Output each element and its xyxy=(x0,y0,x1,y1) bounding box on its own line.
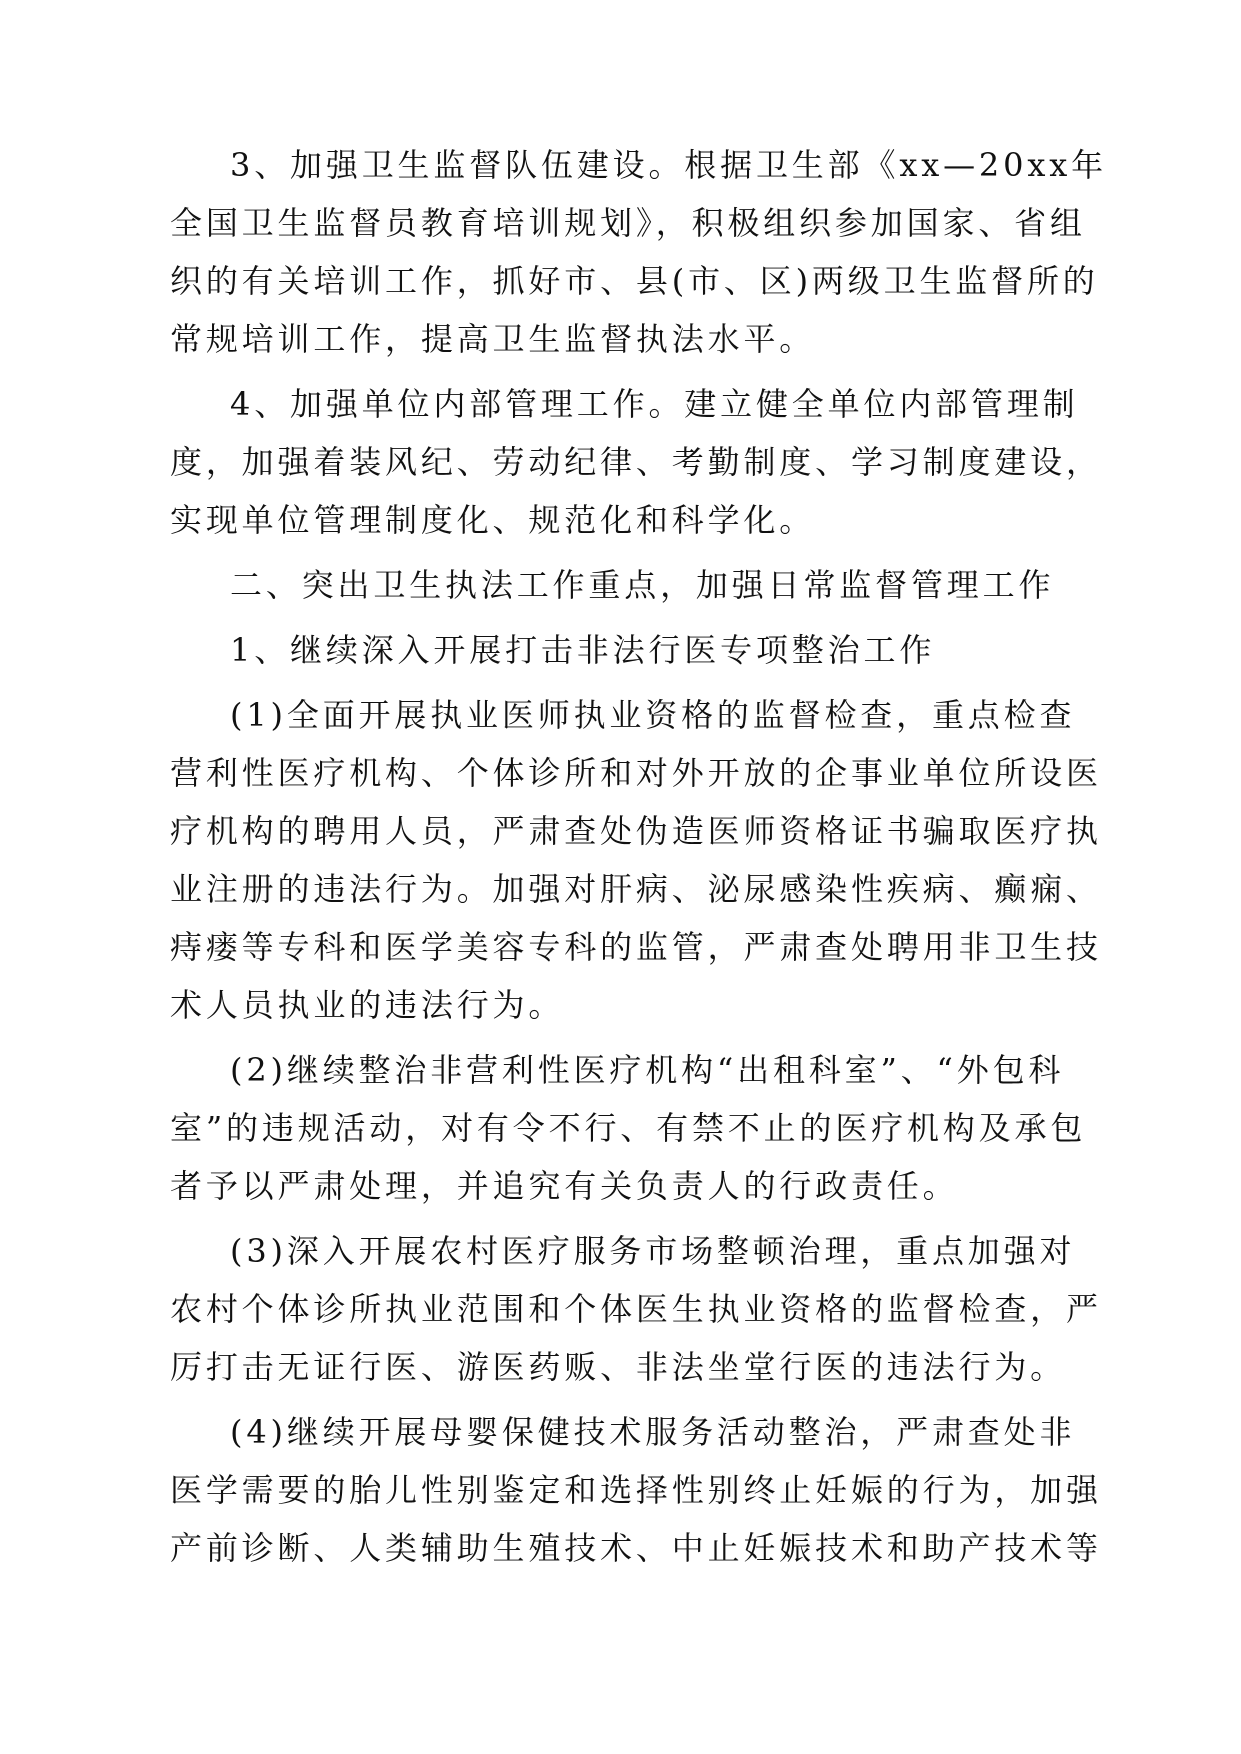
text-line: 室”的违规活动，对有令不行、有禁不止的医疗机构及承包 xyxy=(170,1109,1087,1147)
text-line: 痔瘘等专科和医学美容专科的监管，严肃查处聘用非卫生技 xyxy=(170,928,1102,966)
text-line: (1)全面开展执业医师执业资格的监督检查，重点检查 xyxy=(230,696,1076,734)
text-line: (2)继续整治非营利性医疗机构“出租科室”、“外包科 xyxy=(230,1051,1065,1089)
text-line: 厉打击无证行医、游医药贩、非法坐堂行医的违法行为。 xyxy=(170,1348,1067,1386)
text-line: 实现单位管理制度化、规范化和科学化。 xyxy=(170,501,816,539)
text-line: 常规培训工作，提高卫生监督执法水平。 xyxy=(170,320,816,358)
text-line: 业注册的违法行为。加强对肝病、泌尿感染性疾病、癫痫、 xyxy=(170,870,1102,908)
text-line: 度，加强着装风纪、劳动纪律、考勤制度、学习制度建设， xyxy=(170,443,1102,481)
text-line: 织的有关培训工作，抓好市、县(市、区)两级卫生监督所的 xyxy=(170,262,1099,300)
text-line: (4)继续开展母婴保健技术服务活动整治，严肃查处非 xyxy=(230,1413,1076,1451)
text-line: 疗机构的聘用人员，严肃查处伪造医师资格证书骗取医疗执 xyxy=(170,812,1102,850)
text-line: 医学需要的胎儿性别鉴定和选择性别终止妊娠的行为，加强 xyxy=(170,1471,1102,1509)
subsection-heading: 1、继续深入开展打击非法行医专项整治工作 xyxy=(230,631,936,669)
text-line: 全国卫生监督员教育培训规划》，积极组织参加国家、省组 xyxy=(170,204,1086,242)
text-line: 农村个体诊所执业范围和个体医生执业资格的监督检查，严 xyxy=(170,1290,1102,1328)
text-line: 营利性医疗机构、个体诊所和对外开放的企事业单位所设医 xyxy=(170,754,1102,792)
section-heading: 二、突出卫生执法工作重点，加强日常监督管理工作 xyxy=(230,566,1055,604)
text-line: (3)深入开展农村医疗服务市场整顿治理，重点加强对 xyxy=(230,1232,1076,1270)
text-line: 3、加强卫生监督队伍建设。根据卫生部《xx—20xx年 xyxy=(230,146,1107,184)
text-line: 4、加强单位内部管理工作。建立健全单位内部管理制 xyxy=(230,385,1079,423)
text-line: 者予以严肃处理，并追究有关负责人的行政责任。 xyxy=(170,1167,959,1205)
text-line: 术人员执业的违法行为。 xyxy=(170,986,565,1024)
text-line: 产前诊断、人类辅助生殖技术、中止妊娠技术和助产技术等 xyxy=(170,1529,1102,1567)
